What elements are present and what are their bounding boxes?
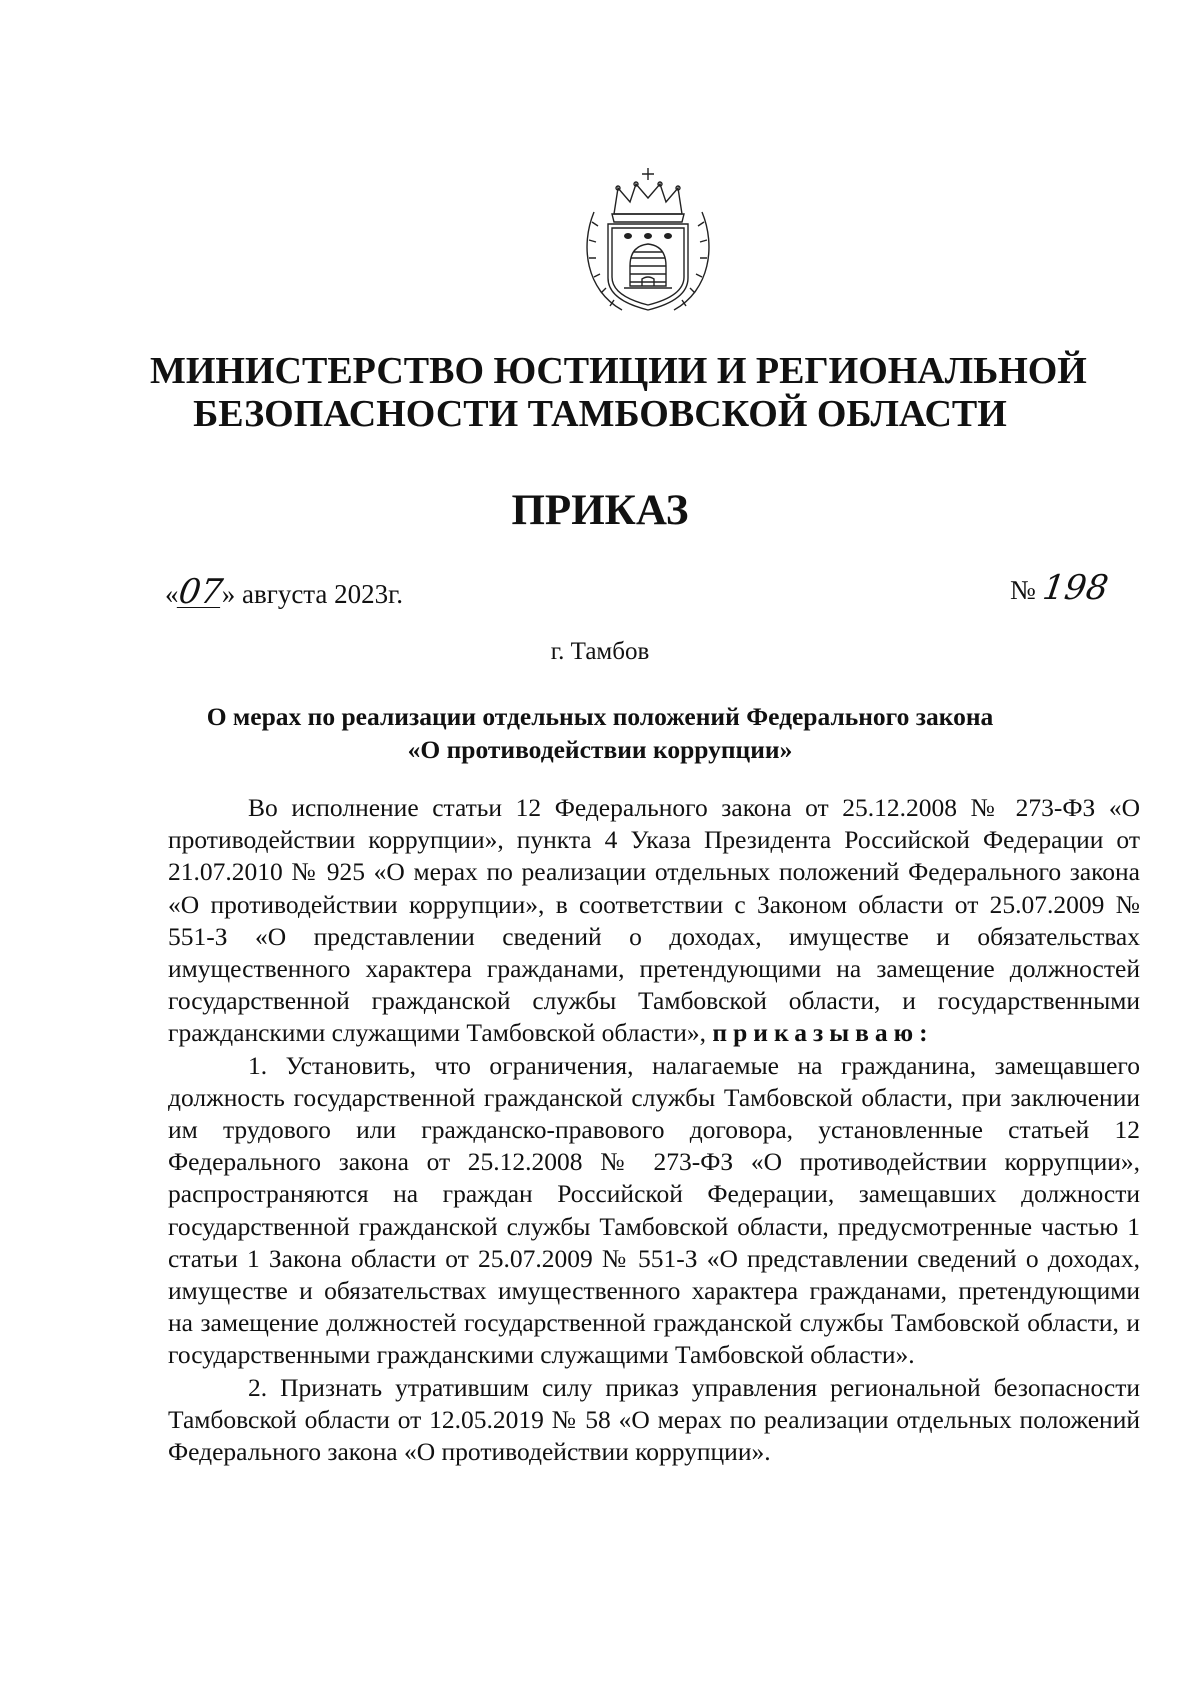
order-item-2: 2. Признать утратившим силу приказ управления региональной безопасности Тамбовской области от 12.05.2019 № 58 «О мерах по реализации отдельных положений Федерального закона «О противодействии коррупции». [168, 1372, 1140, 1467]
ministry-name [150, 350, 1087, 436]
order-number-handwritten: 198 [1039, 568, 1111, 608]
order-subject-line-2: «О противодействии коррупции» [407, 735, 793, 764]
issue-city: г. Тамбов [550, 638, 650, 665]
ministry-name-line-1: МИНИСТЕРСТВО ЮСТИЦИИ И РЕГИОНАЛЬНОЙ [150, 350, 1087, 392]
command-word: приказываю: [712, 1018, 934, 1048]
order-subject-line-1: О мерах по реализации отдельных положений Федерального закона [206, 702, 994, 731]
coat-of-arms-icon [578, 166, 718, 318]
preamble-paragraph [168, 792, 1140, 1050]
order-date [165, 572, 403, 612]
order-body [168, 792, 1140, 1468]
ministry-name-line-2: БЕЗОПАСНОСТИ ТАМБОВСКОЙ ОБЛАСТИ [193, 393, 1007, 435]
order-number-prefix: № [1010, 575, 1043, 605]
document-type-title: ПРИКАЗ [511, 487, 689, 534]
date-close-quote: » [221, 579, 236, 609]
order-item-1: 1. Установить, что ограничения, налагаемые на гражданина, замещавшего должность государственной гражданской службы Тамбовской области, при заключении им трудового или гражданско-правового договора, установленные статьей 12 Федерального закона от 25.12.2008 № 273-ФЗ «О противодействии коррупции», распространяются на граждан Российской Федерации, замещавших должности государственной гражданской службы Тамбовской области, предусмотренные частью 1 статьи 1 Закона области от 25.07.2009 № 551-З «О представлении сведений о доходах, имуществе и обязательствах имущественного характера гражданами, претендующими на замещение должностей государственной гражданской службы Тамбовской области, и государственными гражданскими служащими Тамбовской области». [168, 1050, 1140, 1370]
order-number [1010, 568, 1111, 608]
order-subject [150, 700, 1050, 766]
date-day-handwritten: 07 [175, 572, 225, 612]
date-open-quote: « [165, 579, 179, 609]
date-month-year: августа 2023г. [235, 579, 403, 609]
preamble-text: Во исполнение статьи 12 Федерального закона от 25.12.2008 № 273-ФЗ «О противодействии коррупции», пункта 4 Указа Президента Российской Федерации от 21.07.2010 № 925 «О мерах по реализации отдельных положений Федерального закона «О противодействии коррупции», в соответствии с Законом области от 25.07.2009 № 551-З «О представлении сведений о доходах, имуществе и обязательствах имущественного характера гражданами, претендующими на замещение должностей государственной гражданской службы Тамбовской области, и государственными гражданскими служащими Тамбовской области», [168, 793, 1140, 1048]
